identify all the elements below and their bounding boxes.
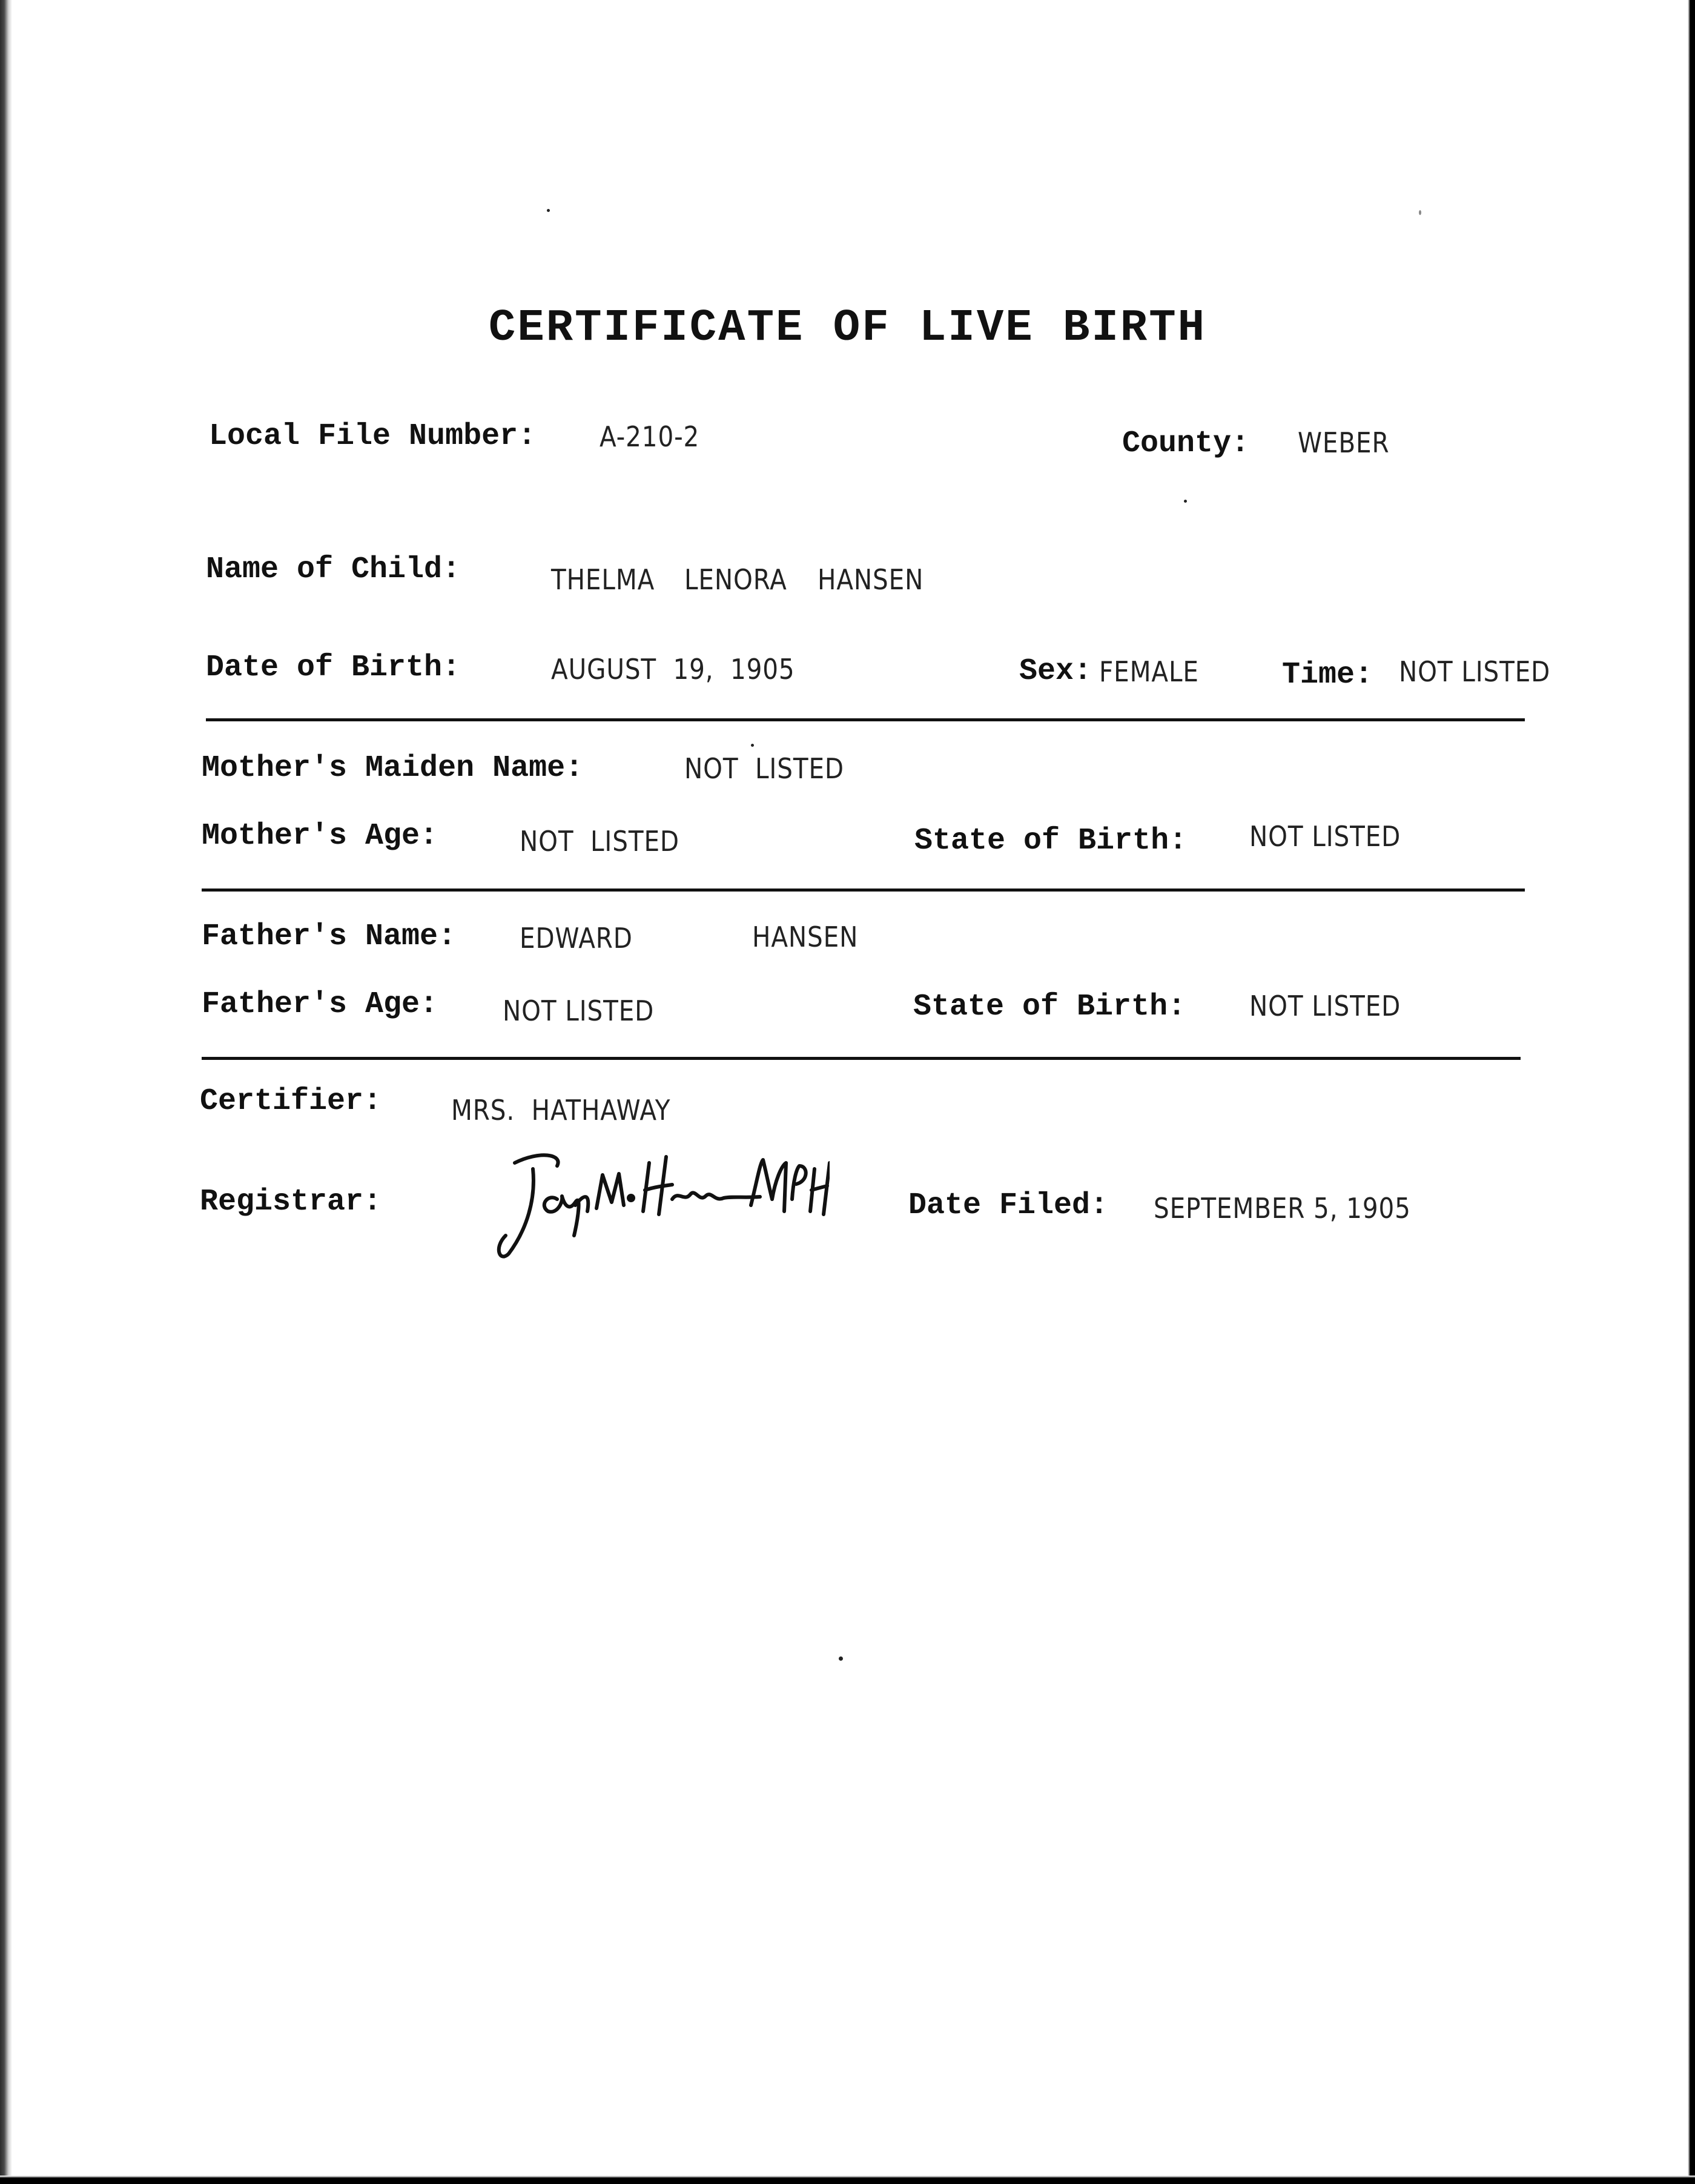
child-last-name: HANSEN (818, 563, 924, 596)
section-divider (202, 1057, 1521, 1060)
local-file-number-value: A-210-2 (600, 420, 700, 453)
county-value: WEBER (1298, 426, 1390, 459)
fathers-name-label: Father's Name: (202, 919, 457, 954)
scan-speck (839, 1656, 843, 1661)
certificate-title: CERTIFICATE OF LIVE BIRTH (488, 303, 1207, 354)
child-middle-name: LENORA (684, 563, 787, 596)
section-divider (206, 718, 1525, 721)
time-value: NOT LISTED (1399, 655, 1551, 688)
date-of-birth-label: Date of Birth: (206, 650, 461, 685)
fathers-age-label: Father's Age: (202, 987, 438, 1022)
mothers-age-label: Mother's Age: (202, 819, 438, 853)
fathers-state-of-birth-value: NOT LISTED (1249, 990, 1401, 1022)
date-filed-value: SEPTEMBER 5, 1905 (1154, 1192, 1411, 1225)
mothers-state-of-birth-label: State of Birth: (914, 824, 1188, 858)
section-divider (202, 888, 1525, 892)
scan-speck (547, 209, 550, 212)
sex-value: FEMALE (1099, 655, 1199, 688)
scan-speck (751, 744, 754, 747)
fathers-state-of-birth-label: State of Birth: (913, 990, 1186, 1024)
fathers-age-value: NOT LISTED (503, 994, 655, 1027)
local-file-number-label: Local File Number: (209, 419, 537, 454)
date-filed-label: Date Filed: (908, 1188, 1109, 1223)
mothers-maiden-name-value: NOT LISTED (684, 752, 844, 785)
county-label: County: (1122, 426, 1250, 461)
certifier-label: Certifier: (200, 1084, 382, 1119)
scan-edge-bottom (0, 2176, 1695, 2184)
certifier-value: MRS. HATHAWAY (451, 1094, 671, 1127)
child-first-name: THELMA (551, 563, 655, 596)
scan-speck (1184, 500, 1187, 503)
scan-speck (1419, 210, 1421, 215)
registrar-signature (491, 1145, 830, 1266)
date-of-birth-value: AUGUST 19, 1905 (551, 653, 795, 686)
time-label: Time: (1282, 658, 1373, 692)
fathers-last-name: HANSEN (752, 921, 859, 953)
name-of-child-label: Name of Child: (206, 552, 461, 587)
mothers-maiden-name-label: Mother's Maiden Name: (202, 751, 584, 786)
mothers-age-value: NOT LISTED (520, 825, 679, 858)
mothers-state-of-birth-value: NOT LISTED (1249, 820, 1401, 853)
sex-label: Sex: (1019, 654, 1092, 689)
fathers-first-name: EDWARD (520, 922, 633, 955)
registrar-label: Registrar: (200, 1185, 382, 1219)
